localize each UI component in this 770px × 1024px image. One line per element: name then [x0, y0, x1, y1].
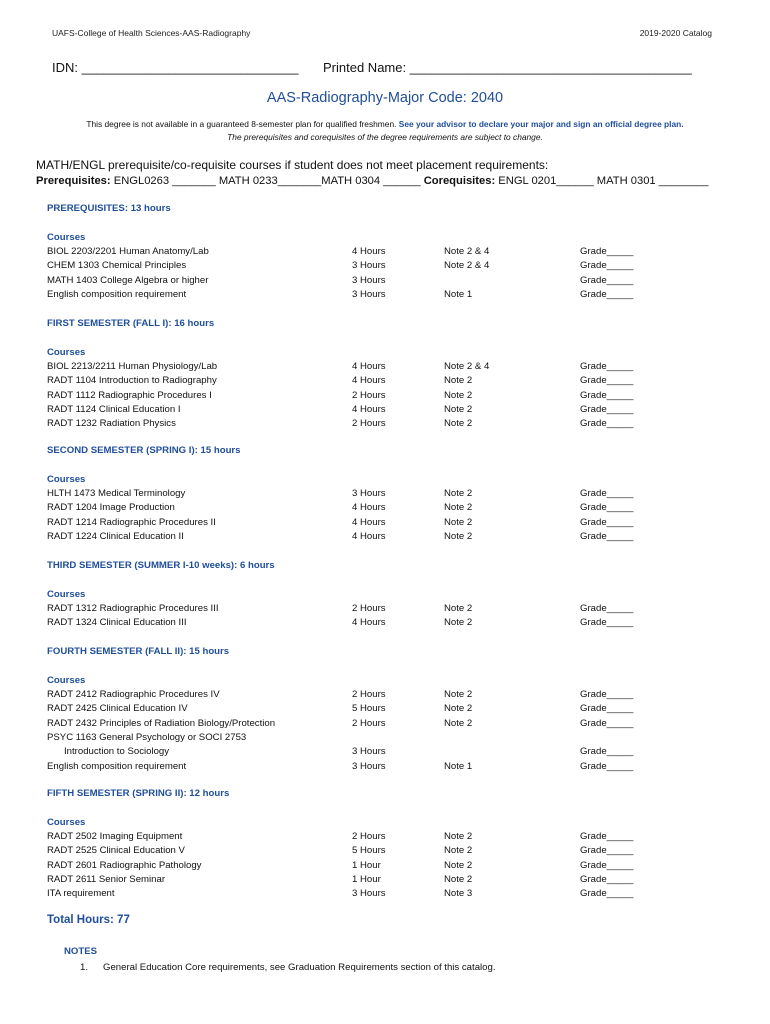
course-row — [47, 517, 747, 531]
course-hours: 3 Hours — [352, 746, 386, 758]
grade-blank: Grade_____ — [580, 288, 634, 300]
prereq-text: ENGL0263 _______ MATH 0233_______MATH 0304 ______ — [110, 175, 424, 187]
section-title: FIRST SEMESTER (FALL I): 16 hours — [47, 318, 215, 329]
course-name: RADT 2601 Radiographic Pathology — [47, 859, 202, 871]
course-hours: 3 Hours — [352, 888, 386, 900]
course-row — [47, 761, 747, 775]
math-engl-heading: MATH/ENGL prerequisite/co-requisite courses if student does not meet placement requirements: — [36, 158, 549, 172]
course-name: HLTH 1473 Medical Terminology — [47, 488, 186, 499]
grade-blank: Grade_____ — [580, 502, 634, 514]
course-note: Note 2 — [444, 488, 473, 499]
grade-blank: Grade_____ — [580, 403, 634, 415]
printed-name-field: Printed Name: _______________________________________ — [323, 60, 692, 75]
course-row — [47, 617, 747, 631]
course-hours: 3 Hours — [352, 260, 386, 272]
course-hours: 4 Hours — [352, 361, 386, 372]
grade-blank: Grade_____ — [580, 603, 634, 614]
grade-blank: Grade_____ — [580, 516, 634, 528]
coreq-label: Corequisites: — [423, 175, 496, 187]
course-hours: 3 Hours — [352, 274, 386, 286]
course-hours: 4 Hours — [352, 617, 386, 629]
course-note: Note 1 — [444, 760, 473, 772]
course-name: RADT 1214 Radiographic Procedures II — [47, 516, 216, 528]
grade-blank: Grade_____ — [580, 246, 634, 257]
course-note: Note 3 — [444, 888, 473, 900]
course-name: RADT 1232 Radiation Physics — [47, 418, 176, 430]
course-name: RADT 2611 Senior Seminar — [47, 873, 166, 885]
section-title: SECOND SEMESTER (SPRING I): 15 hours — [47, 445, 241, 456]
prereq-coreq-line — [36, 175, 709, 187]
course-hours: 4 Hours — [352, 246, 386, 257]
intro-line-2: The prerequisites and corequisites of the degree requirements are subject to change. — [227, 132, 543, 142]
course-hours: 4 Hours — [352, 502, 386, 514]
course-name: RADT 1112 Radiographic Procedures I — [47, 389, 212, 401]
course-name: RADT 1312 Radiographic Procedures III — [47, 603, 219, 614]
grade-blank: Grade_____ — [580, 760, 634, 772]
intro-plain-text: This degree is not available in a guaranteed 8-semester plan for qualified freshmen. — [86, 119, 397, 129]
course-note: Note 1 — [444, 288, 473, 300]
idn-field: IDN: ______________________________ — [52, 60, 299, 75]
grade-blank: Grade_____ — [580, 488, 634, 499]
course-row — [47, 260, 747, 274]
course-row — [47, 703, 747, 717]
course-row — [47, 361, 747, 375]
grade-blank: Grade_____ — [580, 859, 634, 871]
courses-label: Courses — [47, 474, 86, 485]
grade-blank: Grade_____ — [580, 375, 634, 387]
course-note: Note 2 — [444, 603, 473, 614]
course-hours: 5 Hours — [352, 703, 386, 715]
course-row — [47, 845, 747, 859]
course-hours: 4 Hours — [352, 516, 386, 528]
course-note: Note 2 — [444, 389, 473, 401]
course-name: MATH 1403 College Algebra or higher — [47, 274, 209, 286]
section-title: PREREQUISITES: 13 hours — [47, 203, 171, 214]
course-note: Note 2 — [444, 516, 473, 528]
prereq-label: Prerequisites: — [36, 175, 111, 187]
grade-blank: Grade_____ — [580, 274, 634, 286]
course-hours: 5 Hours — [352, 845, 386, 857]
course-name: RADT 1204 Image Production — [47, 502, 175, 514]
course-hours: 3 Hours — [352, 760, 386, 772]
page-title: AAS-Radiography-Major Code: 2040 — [266, 90, 504, 106]
course-row — [47, 246, 747, 260]
course-note: Note 2 — [444, 403, 473, 415]
course-row — [47, 874, 747, 888]
course-row — [47, 888, 747, 902]
course-hours: 3 Hours — [352, 288, 386, 300]
course-row — [47, 418, 747, 432]
course-name: RADT 1104 Introduction to Radiography — [47, 375, 217, 387]
course-row — [47, 746, 747, 760]
course-row — [47, 404, 747, 418]
course-hours: 1 Hour — [352, 859, 381, 871]
course-name: RADT 1124 Clinical Education I — [47, 403, 181, 415]
course-row — [47, 603, 747, 617]
course-hours: 4 Hours — [352, 403, 386, 415]
course-note: Note 2 & 4 — [444, 246, 490, 257]
course-row — [47, 718, 747, 732]
course-row — [47, 390, 747, 404]
grade-blank: Grade_____ — [580, 361, 634, 372]
course-row — [47, 289, 747, 303]
course-hours: 2 Hours — [352, 389, 386, 401]
course-hours: 4 Hours — [352, 530, 386, 542]
notes-heading: NOTES — [64, 946, 98, 957]
course-row — [47, 488, 747, 502]
course-note: Note 2 — [444, 689, 473, 700]
section-title: FOURTH SEMESTER (FALL II): 15 hours — [47, 646, 230, 657]
grade-blank: Grade_____ — [580, 717, 634, 729]
courses-label: Courses — [47, 232, 86, 243]
total-hours: Total Hours: 77 — [47, 914, 130, 926]
note-number: 1. — [80, 962, 89, 973]
intro-advisor-text: See your advisor to declare your major and sign an official degree plan. — [398, 119, 684, 129]
course-row — [47, 275, 747, 289]
coreq-text: ENGL 0201______ MATH 0301 ________ — [495, 175, 709, 187]
courses-label: Courses — [47, 589, 86, 600]
course-hours: 2 Hours — [352, 418, 386, 430]
course-note: Note 2 — [444, 845, 473, 857]
course-note: Note 2 — [444, 859, 473, 871]
course-hours: 2 Hours — [352, 603, 386, 614]
course-row — [47, 689, 747, 703]
course-note: Note 2 & 4 — [444, 260, 490, 272]
course-hours: 3 Hours — [352, 488, 386, 499]
section-title: FIFTH SEMESTER (SPRING II): 12 hours — [47, 788, 230, 799]
course-note: Note 2 — [444, 831, 473, 842]
grade-blank: Grade_____ — [580, 888, 634, 900]
course-name: RADT 1224 Clinical Education II — [47, 530, 184, 542]
course-name: RADT 2525 Clinical Education V — [47, 845, 185, 857]
course-name: RADT 2432 Principles of Radiation Biology/Protection — [47, 717, 276, 729]
grade-blank: Grade_____ — [580, 260, 634, 272]
course-row — [47, 502, 747, 516]
course-row — [47, 860, 747, 874]
intro-line-1 — [0, 119, 770, 129]
note-text: General Education Core requirements, see Graduation Requirements section of this catalog. — [103, 962, 496, 973]
course-note: Note 2 — [444, 873, 473, 885]
grade-blank: Grade_____ — [580, 831, 634, 842]
course-note: Note 2 — [444, 530, 473, 542]
course-name: CHEM 1303 Chemical Principles — [47, 260, 187, 272]
grade-blank: Grade_____ — [580, 617, 634, 629]
course-hours: 1 Hour — [352, 873, 381, 885]
course-row — [47, 831, 747, 845]
course-name: RADT 1324 Clinical Education III — [47, 617, 187, 629]
course-hours: 4 Hours — [352, 375, 386, 387]
course-hours: 2 Hours — [352, 831, 386, 842]
course-note: Note 2 & 4 — [444, 361, 490, 372]
course-name: RADT 2502 Imaging Equipment — [47, 831, 183, 842]
course-note: Note 2 — [444, 617, 473, 629]
grade-blank: Grade_____ — [580, 845, 634, 857]
course-note: Note 2 — [444, 717, 473, 729]
grade-blank: Grade_____ — [580, 689, 634, 700]
section-title: THIRD SEMESTER (SUMMER I-10 weeks): 6 hours — [47, 560, 275, 571]
courses-label: Courses — [47, 817, 86, 828]
course-row — [47, 531, 747, 545]
course-note: Note 2 — [444, 502, 473, 514]
course-name: English composition requirement — [47, 288, 187, 300]
grade-blank: Grade_____ — [580, 389, 634, 401]
grade-blank: Grade_____ — [580, 746, 634, 758]
course-name: English composition requirement — [47, 760, 187, 772]
course-name: BIOL 2213/2211 Human Physiology/Lab — [47, 361, 218, 372]
header-left: UAFS-College of Health Sciences-AAS-Radiography — [52, 28, 251, 38]
course-name: RADT 2412 Radiographic Procedures IV — [47, 689, 220, 700]
grade-blank: Grade_____ — [580, 418, 634, 430]
courses-label: Courses — [47, 347, 86, 358]
course-name: BIOL 2203/2201 Human Anatomy/Lab — [47, 246, 209, 257]
grade-blank: Grade_____ — [580, 530, 634, 542]
grade-blank: Grade_____ — [580, 703, 634, 715]
course-row — [47, 375, 747, 389]
course-name: RADT 2425 Clinical Education IV — [47, 703, 188, 715]
course-hours: 2 Hours — [352, 717, 386, 729]
course-hours: 2 Hours — [352, 689, 386, 700]
course-note: Note 2 — [444, 375, 473, 387]
course-row — [47, 732, 747, 746]
courses-label: Courses — [47, 675, 86, 686]
course-name: ITA requirement — [47, 888, 115, 900]
course-note: Note 2 — [444, 703, 473, 715]
course-name: PSYC 1163 General Psychology or SOCI 2753 — [47, 731, 247, 743]
course-note: Note 2 — [444, 418, 473, 430]
course-name: Introduction to Sociology — [64, 746, 170, 758]
header-right: 2019-2020 Catalog — [639, 28, 712, 38]
grade-blank: Grade_____ — [580, 873, 634, 885]
